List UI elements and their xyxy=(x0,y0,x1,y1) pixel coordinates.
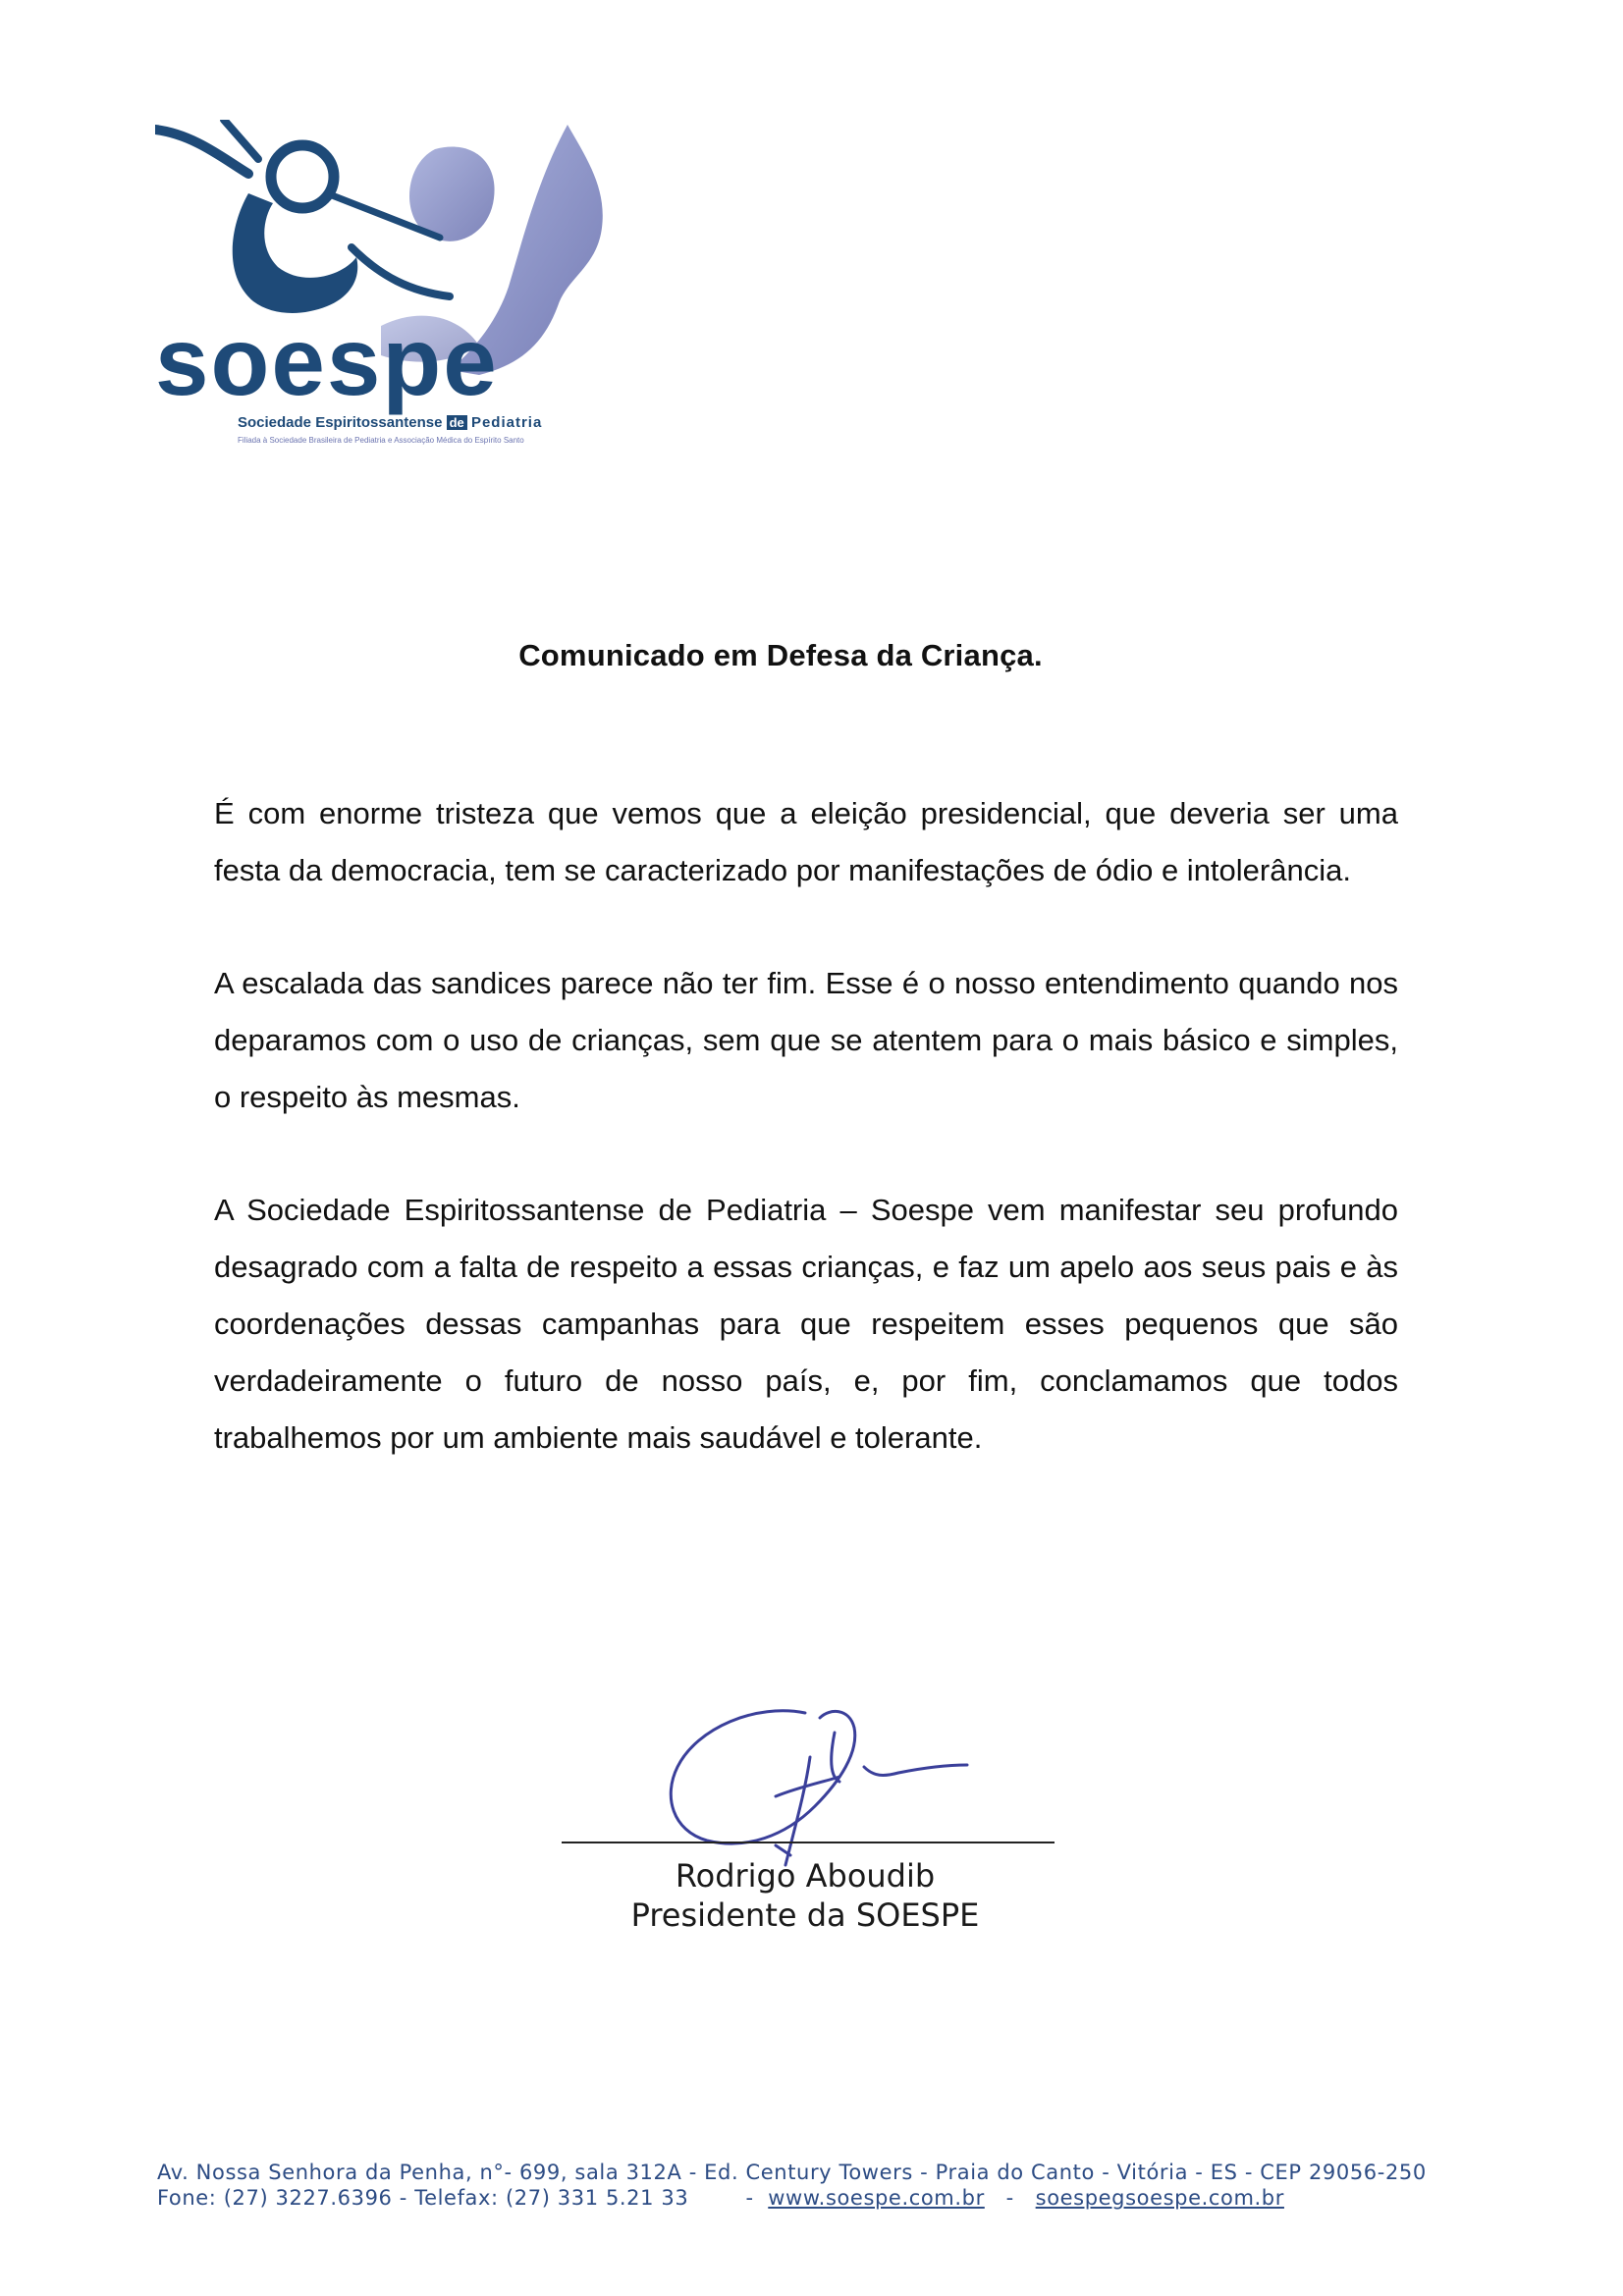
footer-separator-1: - xyxy=(745,2186,754,2210)
paragraph-2: A escalada das sandices parece não ter fim. Esse é o nosso entendimento quando nos deparamos com o uso de crianças, sem que se atentem para o mais básico e simples, o respeito às mesmas. xyxy=(214,966,1398,1114)
document-body xyxy=(214,785,1398,1522)
signature-line xyxy=(562,1842,1055,1843)
logo-graphic xyxy=(155,120,617,463)
signature-block xyxy=(550,1698,1060,1953)
logo-org-name xyxy=(238,414,670,431)
soespe-logo xyxy=(155,120,617,463)
footer-contacts xyxy=(157,2185,1532,2211)
footer-email-link[interactable]: soespegsoespe.com.br xyxy=(1035,2186,1284,2210)
signatory-name: Rodrigo Aboudib xyxy=(675,1857,936,1895)
paragraph-1: É com enorme tristeza que vemos que a eleição presidencial, que deveria ser uma festa da democracia, tem se caracterizado por manifestações de ódio e intolerância. xyxy=(214,796,1398,887)
logo-org-name-a: Sociedade Espiritossantense xyxy=(238,414,443,431)
footer-phones: Fone: (27) 3227.6396 - Telefax: (27) 331 5.21 33 xyxy=(157,2186,689,2210)
footer-website-link[interactable]: www.soespe.com.br xyxy=(768,2186,985,2210)
logo-org-name-de: de xyxy=(447,415,467,430)
paragraph-3: A Sociedade Espiritossantense de Pediatria – Soespe vem manifestar seu profundo desagrado com a falta de respeito a essas crianças, e faz um apelo aos seus pais e às coordenações dessas campanhas para que respeitem esses pequenos que são verdadeiramente o futuro de nosso país, e, por fim, conclamamos que todos trabalhemos por um ambiente mais saudável e tolerante. xyxy=(214,1193,1398,1455)
logo-wordmark: soespe xyxy=(155,307,499,415)
document-title: Comunicado em Defesa da Criança. xyxy=(518,638,1043,672)
logo-affiliation: Filiada à Sociedade Brasileira de Pediatria e Associação Médica do Espírito Santo xyxy=(238,436,524,445)
footer-address: Av. Nossa Senhora da Penha, n°- 699, sala 312A - Ed. Century Towers - Praia do Canto - Vitória - ES - CEP 29056-250 xyxy=(157,2161,1427,2184)
footer xyxy=(157,2160,1532,2211)
logo-org-name-b: Pediatria xyxy=(470,414,543,431)
footer-separator-2: - xyxy=(1005,2186,1014,2210)
signatory-role: Presidente da SOESPE xyxy=(630,1896,980,1934)
